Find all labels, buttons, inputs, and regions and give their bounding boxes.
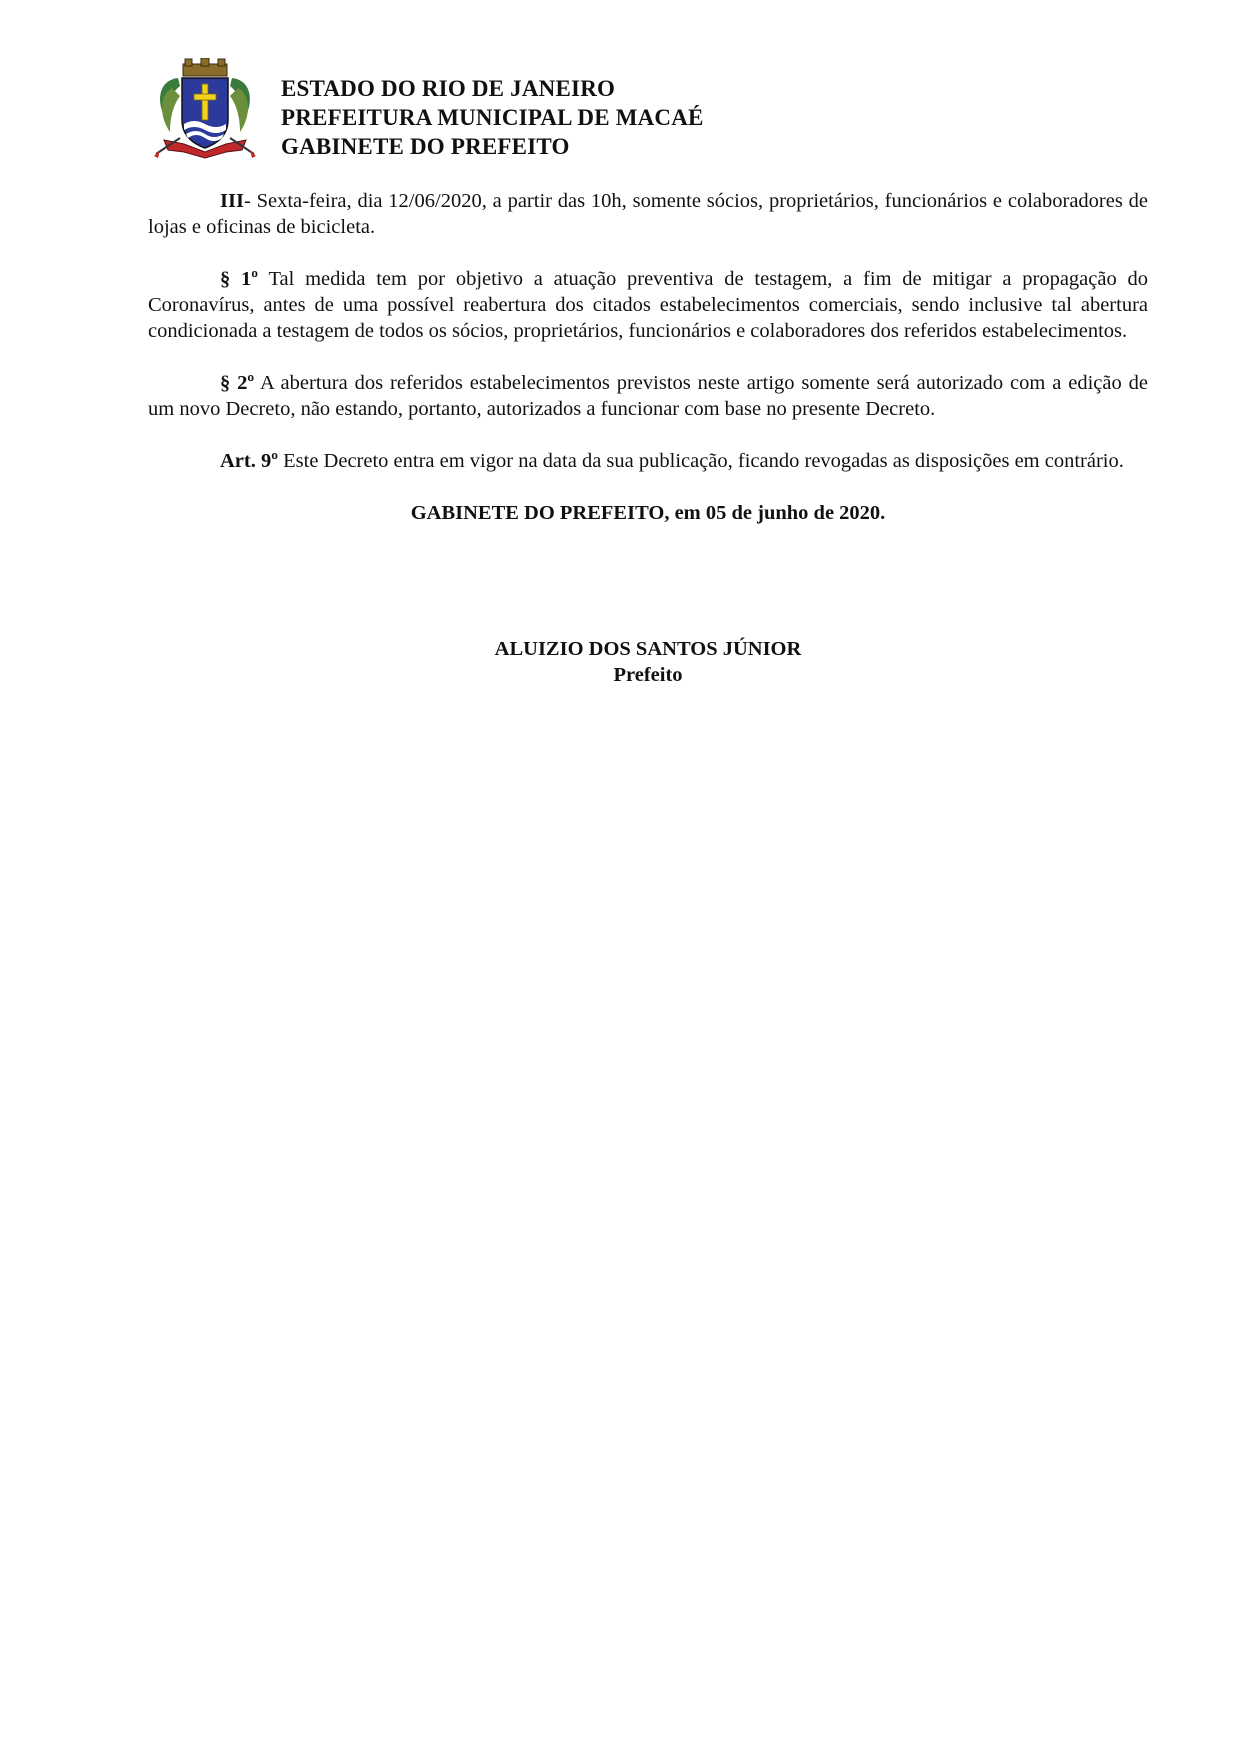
article-9-text: Este Decreto entra em vigor na data da sua publicação, ficando revogadas as disposições em contrário.	[278, 450, 1124, 472]
municipal-coat-of-arms-icon	[150, 58, 260, 166]
item-iii-text: - Sexta-feira, dia 12/06/2020, a partir das 10h, somente sócios, proprietários, funcionários e colaboradores de lojas e oficinas de bicicleta.	[148, 190, 1148, 238]
paragraph-2-label: § 2º	[220, 372, 255, 394]
item-iii-label: III	[220, 190, 244, 212]
signatory-name: ALUIZIO DOS SANTOS JÚNIOR	[494, 638, 802, 660]
header-state: ESTADO DO RIO DE JANEIRO	[281, 76, 616, 101]
header-title-block	[281, 74, 704, 161]
paragraph-1-text: Tal medida tem por objetivo a atuação preventiva de testagem, a fim de mitigar a propagação do Coronavírus, antes de uma possível reabertura dos citados estabelecimentos comerciais, sendo inclusive tal abertura condicionada a testagem de todos os sócios, proprietários, funcionários e colaboradores dos referidos estabelecimentos.	[148, 268, 1148, 342]
item-iii-paragraph	[148, 188, 1148, 240]
header-office: GABINETE DO PREFEITO	[281, 134, 570, 159]
signature-block	[148, 636, 1148, 688]
paragraph-2-text: A abertura dos referidos estabelecimentos previstos neste artigo somente será autorizado com a edição de um novo Decreto, não estando, portanto, autorizados a funcionar com base no presente Decreto.	[148, 372, 1148, 420]
paragraph-2	[148, 370, 1148, 422]
document-body	[148, 188, 1148, 526]
header-municipality: PREFEITURA MUNICIPAL DE MACAÉ	[281, 105, 704, 130]
closing-date-line: GABINETE DO PREFEITO, em 05 de junho de 2020.	[410, 502, 886, 524]
article-9	[148, 448, 1148, 474]
paragraph-1	[148, 266, 1148, 344]
paragraph-1-label: § 1º	[220, 268, 259, 290]
signatory-title: Prefeito	[613, 664, 683, 686]
article-9-label: Art. 9º	[220, 450, 278, 472]
document-header	[150, 58, 1050, 168]
